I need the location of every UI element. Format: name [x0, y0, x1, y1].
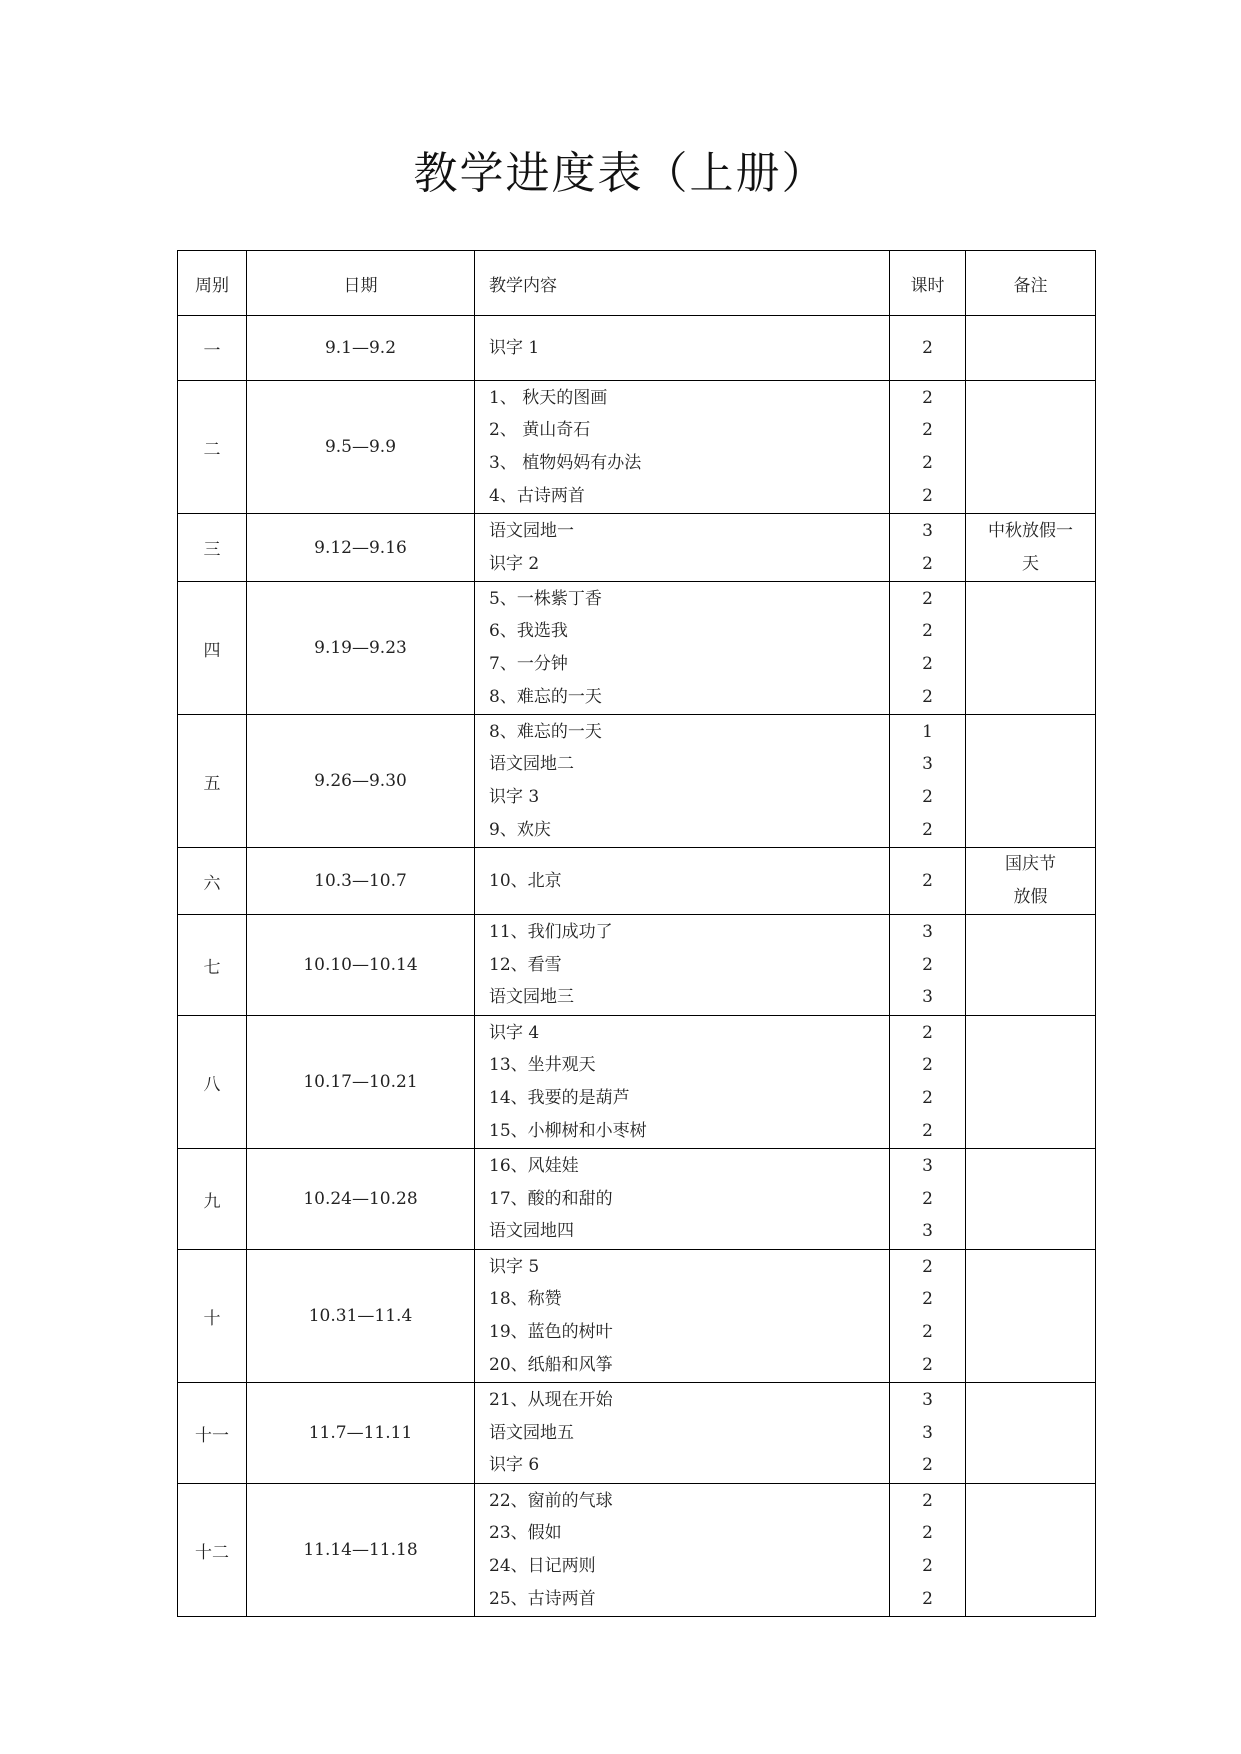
hours-item: 3	[922, 922, 933, 943]
header-hours: 课时	[890, 251, 966, 316]
hours-item: 2	[922, 1455, 933, 1476]
hours-item: 3	[922, 1156, 933, 1177]
hours-cell	[890, 1149, 966, 1250]
week-cell: 十	[178, 1250, 247, 1383]
hours-item: 2	[922, 686, 933, 707]
note-line: 中秋放假一	[988, 520, 1073, 541]
content-item: 15、小柳树和小枣树	[489, 1120, 647, 1141]
date-cell: 11.7—11.11	[247, 1383, 475, 1484]
header-date: 日期	[247, 251, 475, 316]
hours-item: 2	[922, 870, 933, 891]
content-cell	[475, 715, 890, 848]
date-cell: 10.17—10.21	[247, 1016, 475, 1149]
table-row	[178, 715, 1096, 848]
hours-item: 2	[922, 654, 933, 674]
hours-item: 2	[922, 1322, 933, 1342]
content-item: 识字 4	[489, 1022, 540, 1043]
content-item: 4、古诗两首	[489, 485, 585, 506]
note-cell	[966, 381, 1096, 514]
date-cell: 9.12—9.16	[247, 514, 475, 582]
hours-item: 2	[922, 1354, 933, 1375]
hours-item: 2	[922, 553, 933, 574]
content-item: 语文园地一	[489, 520, 574, 541]
page-title: 教学进度表（上册）	[413, 148, 828, 199]
week-cell: 八	[178, 1016, 247, 1149]
hours-cell	[890, 1250, 966, 1383]
date-cell: 10.3—10.7	[247, 848, 475, 915]
content-item: 21、从现在开始	[489, 1390, 613, 1411]
content-item: 24、日记两则	[489, 1556, 596, 1576]
note-cell	[966, 316, 1096, 381]
note-line: 国庆节	[1005, 854, 1056, 874]
hours-item: 2	[922, 485, 933, 506]
content-item: 19、蓝色的树叶	[489, 1322, 613, 1342]
week-cell: 十一	[178, 1383, 247, 1484]
week-cell: 七	[178, 915, 247, 1016]
note-cell	[966, 514, 1096, 582]
table-row	[178, 1250, 1096, 1383]
hours-item: 2	[922, 787, 933, 807]
note-text	[966, 515, 1095, 581]
content-item: 1、 秋天的图画	[489, 387, 608, 408]
hours-item: 2	[922, 819, 933, 840]
hours-item: 2	[922, 621, 933, 642]
date-cell: 10.10—10.14	[247, 915, 475, 1016]
content-cell	[475, 1383, 890, 1484]
hours-item: 3	[922, 1221, 933, 1242]
hours-item: 2	[922, 1088, 933, 1108]
table-row	[178, 514, 1096, 582]
hours-item: 2	[922, 453, 933, 473]
content-item: 6、我选我	[489, 621, 568, 642]
date-cell: 9.19—9.23	[247, 582, 475, 715]
hours-item: 3	[922, 520, 933, 541]
hours-item: 2	[922, 588, 933, 609]
hours-item: 2	[922, 1022, 933, 1043]
header-content: 教学内容	[475, 251, 890, 316]
note-cell	[966, 915, 1096, 1016]
date-cell: 10.31—11.4	[247, 1250, 475, 1383]
content-item: 8、难忘的一天	[489, 686, 602, 707]
hours-item: 3	[922, 1390, 933, 1411]
hours-item: 2	[922, 1289, 933, 1310]
content-item: 语文园地三	[489, 987, 574, 1008]
hours-cell	[890, 715, 966, 848]
header-note: 备注	[966, 251, 1096, 316]
hours-item: 2	[922, 1490, 933, 1511]
content-item: 10、北京	[489, 870, 562, 891]
content-item: 2、 黄山奇石	[489, 420, 591, 441]
table-header-row	[178, 251, 1096, 316]
hours-item: 2	[922, 420, 933, 441]
content-item: 9、欢庆	[489, 819, 551, 840]
hours-item: 1	[922, 721, 933, 742]
content-cell	[475, 915, 890, 1016]
content-item: 识字 3	[489, 787, 540, 807]
content-cell	[475, 1250, 890, 1383]
table-row	[178, 381, 1096, 514]
hours-cell	[890, 381, 966, 514]
table-row	[178, 1383, 1096, 1484]
note-cell	[966, 1149, 1096, 1250]
week-cell: 一	[178, 316, 247, 381]
note-cell	[966, 1484, 1096, 1617]
content-cell	[475, 848, 890, 915]
table-row	[178, 915, 1096, 1016]
schedule-body	[178, 251, 1096, 1617]
hours-cell	[890, 514, 966, 582]
hours-item: 2	[922, 337, 933, 358]
note-cell	[966, 582, 1096, 715]
content-item: 23、假如	[489, 1523, 562, 1544]
hours-cell	[890, 1383, 966, 1484]
week-cell: 十二	[178, 1484, 247, 1617]
content-cell	[475, 1016, 890, 1149]
content-cell	[475, 1149, 890, 1250]
hours-item: 2	[922, 1256, 933, 1277]
hours-item: 3	[922, 1422, 933, 1443]
table-row	[178, 1484, 1096, 1617]
note-line: 放假	[1013, 887, 1048, 907]
hours-item: 2	[922, 954, 933, 975]
table-row	[178, 848, 1096, 915]
note-cell	[966, 1250, 1096, 1383]
content-item: 语文园地二	[489, 754, 574, 775]
content-item: 17、酸的和甜的	[489, 1188, 613, 1209]
content-item: 14、我要的是葫芦	[489, 1088, 630, 1108]
hours-item: 3	[922, 754, 933, 775]
hours-item: 2	[922, 1188, 933, 1209]
hours-cell	[890, 915, 966, 1016]
content-item: 25、古诗两首	[489, 1588, 596, 1609]
date-cell: 9.5—9.9	[247, 381, 475, 514]
week-cell: 二	[178, 381, 247, 514]
hours-cell	[890, 848, 966, 915]
content-item: 16、风娃娃	[489, 1156, 579, 1177]
content-item: 识字 5	[489, 1256, 540, 1277]
content-item: 5、一株紫丁香	[489, 588, 602, 609]
date-cell: 9.1—9.2	[247, 316, 475, 381]
content-item: 语文园地五	[489, 1422, 574, 1443]
content-item: 3、 植物妈妈有办法	[489, 453, 642, 473]
note-cell	[966, 1016, 1096, 1149]
hours-cell	[890, 582, 966, 715]
table-row	[178, 1149, 1096, 1250]
content-item: 识字 6	[489, 1455, 540, 1476]
hours-item: 3	[922, 987, 933, 1008]
note-text	[966, 848, 1095, 914]
header-week: 周别	[178, 251, 247, 316]
hours-item: 2	[922, 1055, 933, 1076]
hours-cell	[890, 1016, 966, 1149]
content-cell	[475, 582, 890, 715]
content-item: 11、我们成功了	[489, 922, 613, 943]
week-cell: 五	[178, 715, 247, 848]
hours-item: 2	[922, 1523, 933, 1544]
hours-item: 2	[922, 1588, 933, 1609]
content-item: 13、坐井观天	[489, 1055, 596, 1076]
content-item: 识字 2	[489, 553, 540, 574]
content-item: 22、窗前的气球	[489, 1490, 613, 1511]
note-cell	[966, 848, 1096, 915]
content-cell	[475, 381, 890, 514]
content-item: 18、称赞	[489, 1289, 562, 1310]
content-cell	[475, 1484, 890, 1617]
note-cell	[966, 1383, 1096, 1484]
hours-item: 2	[922, 387, 933, 408]
schedule-table	[177, 250, 1096, 1617]
content-item: 识字 1	[489, 337, 540, 358]
hours-item: 2	[922, 1120, 933, 1141]
table-row	[178, 316, 1096, 381]
date-cell: 9.26—9.30	[247, 715, 475, 848]
table-row	[178, 582, 1096, 715]
date-cell: 10.24—10.28	[247, 1149, 475, 1250]
content-item: 7、一分钟	[489, 654, 568, 674]
week-cell: 四	[178, 582, 247, 715]
content-item: 8、难忘的一天	[489, 721, 602, 742]
hours-item: 2	[922, 1556, 933, 1576]
content-cell	[475, 316, 890, 381]
week-cell: 九	[178, 1149, 247, 1250]
content-item: 语文园地四	[489, 1221, 574, 1242]
hours-cell	[890, 316, 966, 381]
content-cell	[475, 514, 890, 582]
content-item: 12、看雪	[489, 954, 562, 975]
note-line: 天	[1022, 553, 1039, 574]
date-cell: 11.14—11.18	[247, 1484, 475, 1617]
table-row	[178, 1016, 1096, 1149]
week-cell: 六	[178, 848, 247, 915]
week-cell: 三	[178, 514, 247, 582]
content-item: 20、纸船和风筝	[489, 1354, 613, 1375]
note-cell	[966, 715, 1096, 848]
hours-cell	[890, 1484, 966, 1617]
